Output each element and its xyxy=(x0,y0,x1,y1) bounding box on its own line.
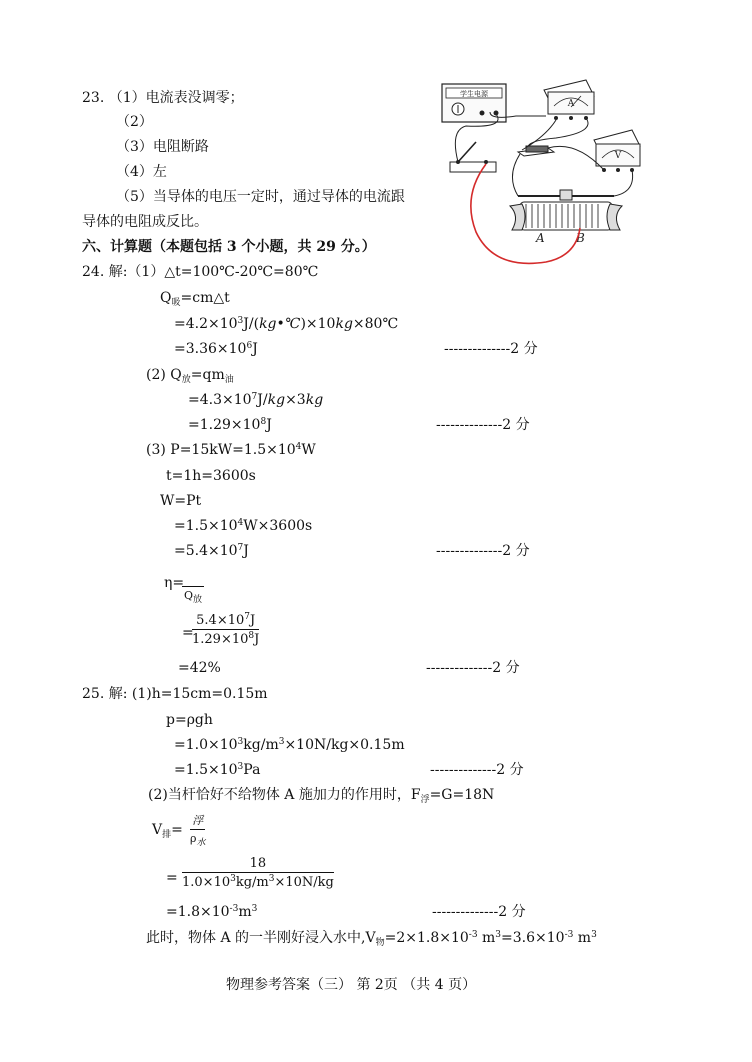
q24-efficiency-label: η= xyxy=(164,575,185,591)
q23-line-5b: 导体的电阻成反比。 xyxy=(82,214,208,230)
q25-line-7: $=1.8\times 10^{-3}m^3$ xyxy=(166,904,258,920)
q25-part-2: (2)当杆恰好不给物体 A 施加力的作用时，$F_浮=G=18N$ xyxy=(148,787,495,805)
q24-line-4: $=3.36\times 10^6J$ xyxy=(174,341,258,357)
rheostat-end-a: A xyxy=(536,231,545,245)
ammeter-label: A xyxy=(567,99,575,109)
rheostat-icon xyxy=(510,190,622,230)
voltmeter-label: V xyxy=(614,151,622,161)
q24-score-1: --------------2 分 xyxy=(444,341,538,357)
q24-efficiency-result: =42% xyxy=(178,660,221,676)
q24-score-2: --------------2 分 xyxy=(436,417,530,433)
q24-ratio-fraction: $\frac{5.4\times 10^7J}{1.29\times 10^8J}$ xyxy=(192,612,260,647)
q25-score-2: --------------2 分 xyxy=(432,904,526,920)
q24-line-3: $=4.2\times 10^3J/(kg•℃)\times 10kg\times 80℃$ xyxy=(174,316,399,332)
q25-line-4: $=1.5\times 10^3Pa$ xyxy=(174,762,261,778)
q24-heat-absorbed: $Q_吸=cm\triangle t$ xyxy=(160,290,230,308)
q24-part-3-time: t=1h=3600s xyxy=(166,468,256,484)
q24-part-3-work: W=Pt xyxy=(160,493,202,509)
q25-line-3: $=1.0\times 10^3kg/m^3\times 10N/kg\times 0.15m$ xyxy=(174,737,405,753)
q25-line-1: 25. 解: (1)h=15cm=0.15m xyxy=(82,686,268,702)
q24-part-3-line-4: $=1.5\times 10^4W\times 3600s$ xyxy=(174,518,313,534)
circuit-diagram xyxy=(436,76,642,268)
q25-line-8: 此时，物体 A 的一半刚好浸入水中$,V_物=2\times 1.8\times 10^{-3}$ $m^3=3.6\times 10^{-3}$ $m^3$ xyxy=(146,930,597,948)
q25-score-1: --------------2 分 xyxy=(430,762,524,778)
q24-part-2-line-2: $=4.3\times 10^7J/kg\times 3kg$ xyxy=(188,392,324,408)
power-supply-label: 学生电源 xyxy=(460,90,488,98)
q23-line-4: （4）左 xyxy=(116,164,167,180)
q24-part-2: (2) $Q_放=qm_油$ xyxy=(146,367,234,385)
page-footer: 物理参考答案（三） 第 2页 （共 4 页） xyxy=(226,977,477,993)
q24-part-3-line-5: $=5.4\times 10^7J$ xyxy=(174,543,249,559)
q25-volume-fraction: 浮 $\rho_水$ xyxy=(190,814,206,848)
q23-line-5a: （5）当导体的电压一定时，通过导体的电流跟 xyxy=(116,189,405,205)
q24-part-2-line-3: $=1.29\times 10^8J$ xyxy=(188,417,272,433)
section-heading-calculation: 六、计算题（本题包括 3 个小题，共 29 分。） xyxy=(82,239,376,255)
q25-displaced-volume-label: $V_排=$ xyxy=(152,822,183,840)
q25-pressure-formula: p=ρgh xyxy=(166,712,213,728)
q24-score-4: --------------2 分 xyxy=(426,660,520,676)
q24-score-3: --------------2 分 xyxy=(436,543,530,559)
q23-line-1: 23. （1）电流表没调零； xyxy=(82,90,244,106)
q24-line-1: 24. 解:（1）△t=100℃-20℃=80℃ xyxy=(82,264,319,280)
rheostat-end-b: B xyxy=(576,231,585,245)
q24-part-3: (3) $P=15kW=1.5\times 10^4W$ xyxy=(146,442,316,458)
q25-buoyancy-fraction: $\frac{18}{1.0\times 10^3kg/m^3\times 10N/kg}$ xyxy=(182,856,334,890)
q24-fraction-equals: = xyxy=(182,625,194,641)
q24-efficiency-fraction: $Q_放$ xyxy=(182,573,204,602)
q23-line-2: （2） xyxy=(116,114,153,130)
q25-fraction-equals: = xyxy=(166,870,178,886)
q23-line-3: （3）电阻断路 xyxy=(116,139,209,155)
